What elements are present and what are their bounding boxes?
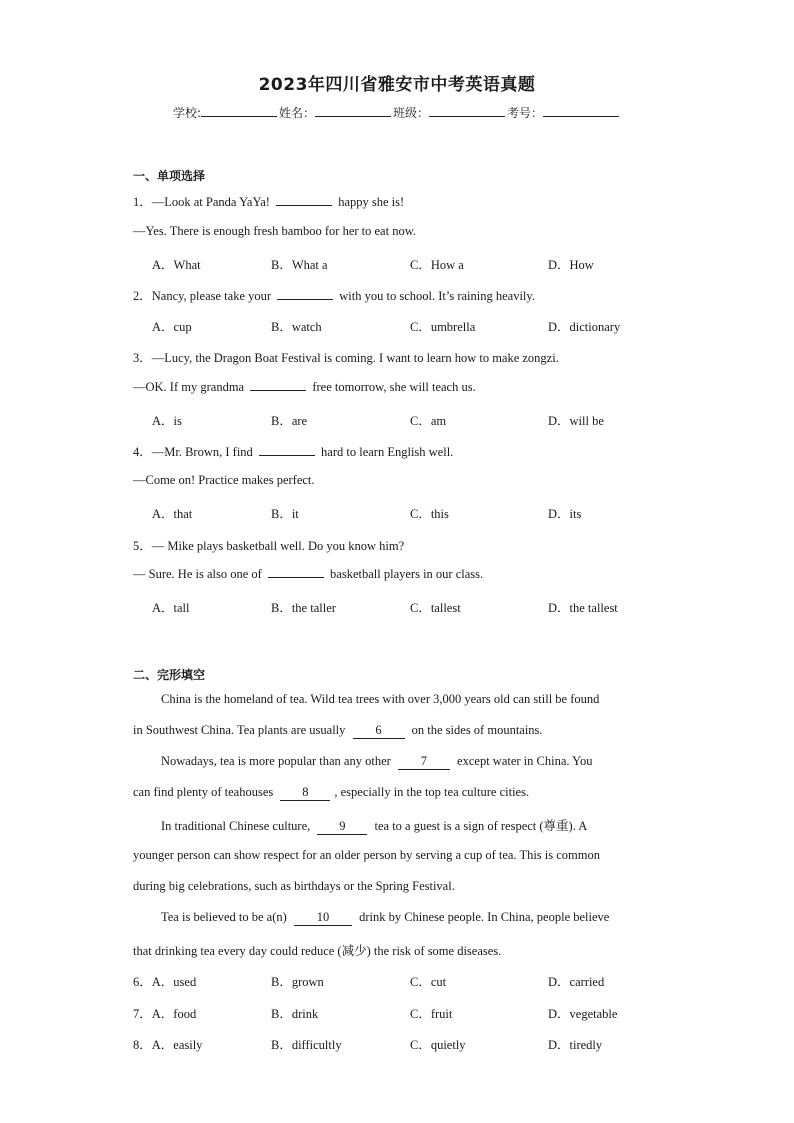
question-line: —Yes. There is enough fresh bamboo for her to eat now. [133,224,417,238]
option[interactable]: B．drink [271,1007,319,1021]
option[interactable]: C．this [410,507,449,521]
question-line [133,442,453,460]
passage-text: In traditional Chinese culture, [161,819,314,833]
question-text: happy she is! [335,195,405,209]
option[interactable]: B．are [271,414,308,428]
option[interactable]: 8．A．easily [133,1038,203,1052]
question-text: 4．—Mr. Brown, I find [133,445,256,459]
answer-blank [268,567,324,578]
name-field[interactable] [315,106,391,117]
question-line [133,567,483,582]
option[interactable]: 7．A．food [133,1007,197,1021]
passage-line [133,754,691,770]
option[interactable]: C．am [410,414,447,428]
question-line: 3．—Lucy, the Dragon Boat Festival is coming. I want to learn how to make zongzi. [133,351,559,365]
option[interactable]: D．carried [548,975,605,989]
passage-text: Tea is believed to be a(n) [161,910,290,924]
option[interactable]: D．dictionary [548,320,621,334]
passage-text: , especially in the top tea culture cities. [334,785,530,799]
answer-blank [277,289,333,300]
passage-line [133,785,663,801]
option[interactable]: D．the tallest [548,601,618,615]
passage-text: except water in China. You [453,754,593,768]
passage-line: during big celebrations, such as birthdays or the Spring Festival. [133,879,455,893]
question-line: 5．— Mike plays basketball well. Do you know him? [133,539,405,553]
answer-blank [250,380,306,391]
cloze-blank-6: 6 [353,723,405,739]
option[interactable]: B．watch [271,320,322,334]
question-line: —Come on! Practice makes perfect. [133,473,315,487]
id-label: 考号： [507,106,544,120]
class-label: 班级： [393,106,430,120]
option[interactable]: D．will be [548,414,604,428]
cloze-blank-9: 9 [317,819,367,835]
option[interactable]: 6．A．used [133,975,197,989]
passage-line [133,723,663,739]
passage-text: Nowadays, tea is more popular than any other [161,754,394,768]
cloze-blank-10: 10 [294,910,352,926]
passage-line [133,816,691,835]
question-text: 2．Nancy, please take your [133,289,275,303]
option[interactable]: A．is [152,414,182,428]
class-field[interactable] [429,106,505,117]
option[interactable]: B．the taller [271,601,336,615]
cloze-blank-8: 8 [280,785,330,801]
section-heading: 二、完形填空 [133,668,206,682]
passage-text: can find plenty of teahouses [133,785,277,799]
question-line [133,192,404,210]
option[interactable]: A．What [152,258,201,272]
passage-line: younger person can show respect for an older person by serving a cup of tea. This is common [133,848,601,862]
passage-text: tea to a guest is a sign of respect (尊重). A [371,819,588,833]
passage-line: that drinking tea every day could reduce (减少) the risk of some diseases. [133,944,502,958]
answer-blank [276,195,332,206]
school-field[interactable] [201,106,277,117]
passage-text: drink by Chinese people. In China, people believe [355,910,610,924]
question-text: free tomorrow, she will teach us. [309,380,476,394]
option[interactable]: B．difficultly [271,1038,342,1052]
question-text: 1．—Look at Panda YaYa! [133,195,274,209]
student-info-line [0,104,794,121]
section-heading: 一、单项选择 [133,169,206,183]
page-title: 2023年四川省雅安市中考英语真题 [258,75,536,95]
option[interactable]: B．What a [271,258,328,272]
question-text: hard to learn English well. [317,445,454,459]
option[interactable]: A．that [152,507,193,521]
option[interactable]: C．cut [410,975,447,989]
option[interactable]: C．quietly [410,1038,466,1052]
question-text: basketball players in our class. [326,567,484,581]
passage-text: on the sides of mountains. [408,723,543,737]
question-text: with you to school. It’s raining heavily. [336,289,535,303]
school-label: 学校: [172,106,201,120]
option[interactable]: D．its [548,507,582,521]
question-text: —OK. If my grandma [133,380,248,394]
option[interactable]: D．tiredly [548,1038,603,1052]
passage-line: China is the homeland of tea. Wild tea trees with over 3,000 years old can still be found [161,692,600,706]
option[interactable]: A．tall [152,601,190,615]
question-line [133,380,476,395]
option[interactable]: C．fruit [410,1007,453,1021]
question-text: — Sure. He is also one of [133,567,265,581]
option[interactable]: D．vegetable [548,1007,618,1021]
option[interactable]: A．cup [152,320,192,334]
passage-line [133,910,691,926]
option[interactable]: C．tallest [410,601,461,615]
passage-text: in Southwest China. Tea plants are usually [133,723,349,737]
option[interactable]: C．umbrella [410,320,476,334]
id-field[interactable] [543,106,619,117]
question-line [133,286,535,304]
option[interactable]: C．How a [410,258,464,272]
option[interactable]: B．it [271,507,299,521]
answer-blank [259,445,315,456]
option[interactable]: B．grown [271,975,324,989]
cloze-blank-7: 7 [398,754,450,770]
name-label: 姓名： [279,106,316,120]
option[interactable]: D．How [548,258,594,272]
